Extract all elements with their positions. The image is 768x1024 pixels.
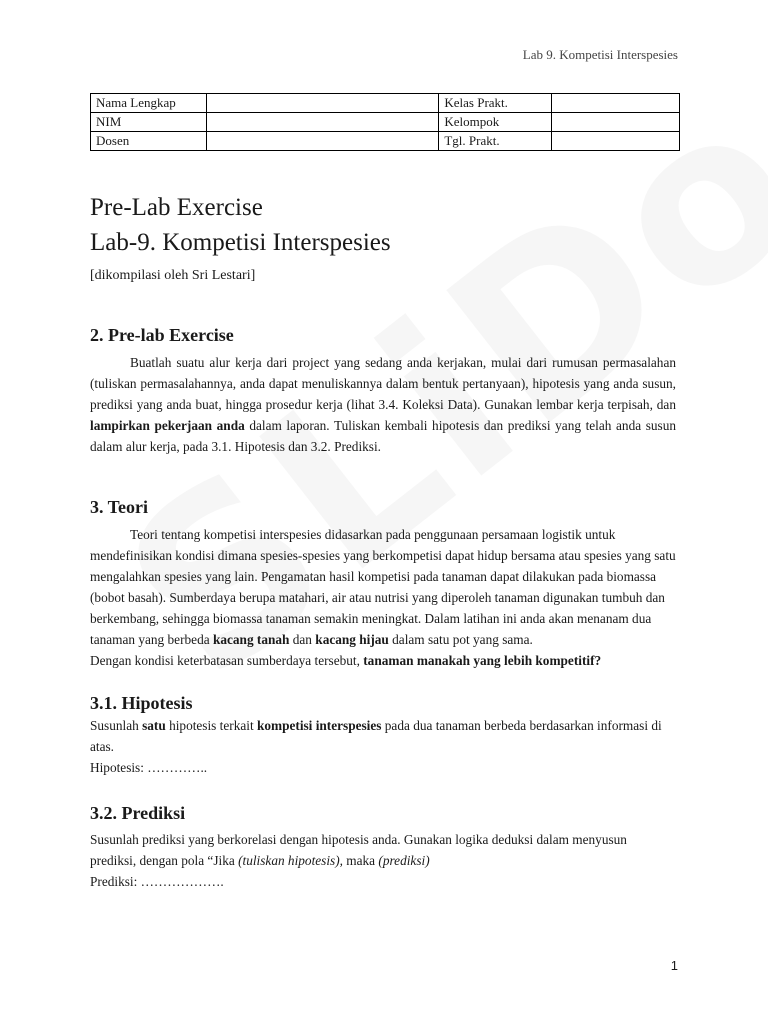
section-3-text-c: dalam satu pot yang sama. xyxy=(388,632,533,647)
section-3-question-bold: tanaman manakah yang lebih kompetitif? xyxy=(363,653,602,668)
section-3-1-paragraph xyxy=(90,715,676,757)
section-3-question-text: Dengan kondisi keterbatasan sumberdaya tersebut, xyxy=(90,653,364,668)
page-number: 1 xyxy=(670,958,678,973)
running-header: Lab 9. Kompetisi Interspesies xyxy=(522,47,678,62)
section-3-paragraph xyxy=(90,524,676,650)
hipotesis-field[interactable]: Hipotesis: ………….. xyxy=(90,760,208,775)
section-3-bold-1: kacang tanah xyxy=(212,632,290,647)
section-2-text-a: Buatlah suatu alur kerja dari project yang sedang anda kerjakan, mulai dari rumusan permasalahan (tuliskan permasalahannya, anda dapat menuliskannya dalam bentuk pertanyaan), hipotesis yang anda susun, prediksi yang anda buat, hingga prosedur kerja (lihat 3.4. Koleksi Data). Gunakan lembar kerja terpisah, dan xyxy=(90,355,676,412)
label-tgl-prakt: Tgl. Prakt. xyxy=(439,132,552,151)
field-kelompok[interactable] xyxy=(552,113,680,132)
section-3-2-text-b: maka xyxy=(342,853,379,868)
student-info-table xyxy=(90,93,680,151)
compiled-by: [dikompilasi oleh Sri Lestari] xyxy=(90,268,256,283)
field-kelas-prakt[interactable] xyxy=(552,94,680,113)
section-3-1-bold-2: kompetisi interspesies xyxy=(256,718,382,733)
section-3-1-text-b: hipotesis terkait xyxy=(165,718,257,733)
prediksi-field[interactable]: Prediksi: ………………. xyxy=(90,874,224,889)
section-3-text-b: dan xyxy=(289,632,316,647)
field-dosen[interactable] xyxy=(206,132,439,151)
document-body xyxy=(90,190,676,892)
page-title: Pre-Lab Exercise xyxy=(90,194,263,221)
section-3-2-text-a: Susunlah prediksi yang berkorelasi dengan hipotesis anda. Gunakan logika deduksi dalam menyusun prediksi, dengan pola “Jika xyxy=(90,832,627,868)
section-3-1-text-c: pada dua tanaman berbeda berdasarkan informasi di atas. xyxy=(90,718,662,754)
table-row xyxy=(91,113,680,132)
section-3-2-heading: 3.2. Prediksi xyxy=(90,803,186,823)
section-3-2-italic-1: (tuliskan hipotesis), xyxy=(238,853,343,868)
lab-title: Lab-9. Kompetisi Interspesies xyxy=(90,229,391,256)
label-nama-lengkap: Nama Lengkap xyxy=(91,94,207,113)
section-3-bold-2: kacang hijau xyxy=(315,632,389,647)
field-tgl-prakt[interactable] xyxy=(552,132,680,151)
section-2-paragraph xyxy=(90,352,676,457)
label-nim: NIM xyxy=(91,113,207,132)
section-2-bold: lampirkan pekerjaan anda xyxy=(90,418,245,433)
section-2-heading: 2. Pre-lab Exercise xyxy=(90,325,234,345)
section-3-2-italic-2: (prediksi) xyxy=(378,853,430,868)
section-3-2-paragraph xyxy=(90,829,676,871)
section-3-heading: 3. Teori xyxy=(90,497,149,517)
section-3-1-text-a: Susunlah xyxy=(90,718,143,733)
section-3-1-bold-1: satu xyxy=(142,718,166,733)
table-row xyxy=(91,132,680,151)
section-3-1-heading: 3.1. Hipotesis xyxy=(90,693,193,713)
label-kelompok: Kelompok xyxy=(439,113,552,132)
section-3-question xyxy=(90,650,676,671)
label-dosen: Dosen xyxy=(91,132,207,151)
section-3-text-a: Teori tentang kompetisi interspesies didasarkan pada penggunaan persamaan logistik untuk mendefinisikan kondisi dimana spesies-spesies yang berkompetisi dapat hidup bersama atau spesies yang satu mengalahkan spesies yang lain. Pengamatan hasil kompetisi pada tanaman dapat dilakukan pada biomassa (bobot basah). Sumberdaya berupa matahari, air atau nutrisi yang diperoleh tanaman digunakan tumbuh dan berkembang, sehingga biomassa tanaman semakin meningkat. Dalam latihan ini anda akan menanam dua tanaman yang berbeda xyxy=(90,527,676,647)
section-2-text-b: dalam laporan. Tuliskan kembali hipotesis dan prediksi yang telah anda susun dalam alur kerja, pada 3.1. Hipotesis dan 3.2. Prediksi. xyxy=(90,418,677,454)
label-kelas-prakt: Kelas Prakt. xyxy=(439,94,552,113)
field-nama-lengkap[interactable] xyxy=(206,94,439,113)
table-row xyxy=(91,94,680,113)
field-nim[interactable] xyxy=(206,113,439,132)
